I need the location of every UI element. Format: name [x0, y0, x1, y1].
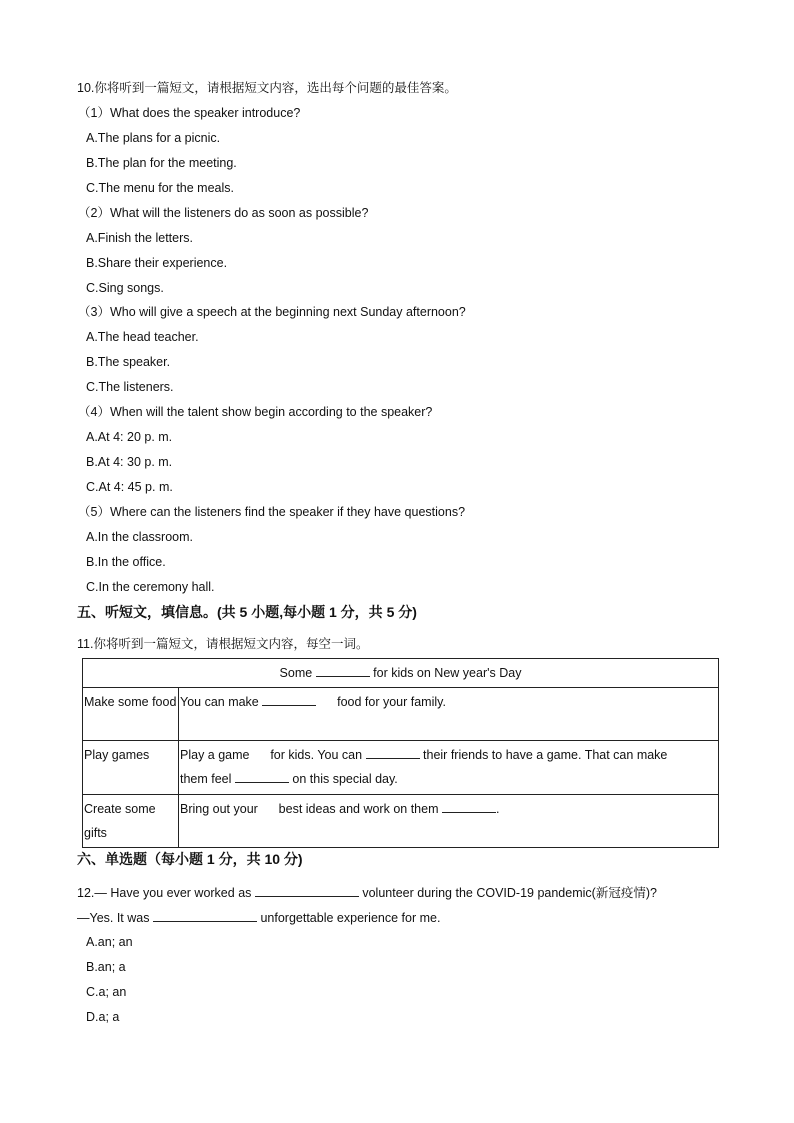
gifts-text-c: . — [495, 802, 500, 816]
q10-5-option-c[interactable]: C.In the ceremony hall. — [86, 580, 215, 594]
section-5-title: 五、听短文，填信息。(共 5 小题,每小题 1 分，共 5 分) — [77, 604, 417, 620]
q10-4-text: （4）When will the talent show begin according to the speaker? — [78, 405, 433, 419]
q10-1-text: （1）What does the speaker introduce? — [78, 106, 301, 120]
q10-3-text: （3）Who will give a speech at the beginning next Sunday afternoon? — [78, 305, 466, 319]
q11-table — [82, 658, 719, 848]
q10-5-option-b[interactable]: B.In the office. — [86, 555, 166, 569]
blank-5[interactable] — [442, 800, 496, 813]
q10-2-option-c[interactable]: C.Sing songs. — [86, 281, 164, 295]
row-content-games — [179, 741, 719, 795]
q10-4-option-a[interactable]: A.At 4: 20 p. m. — [86, 430, 173, 444]
q10-3-option-c[interactable]: C.The listeners. — [86, 380, 174, 394]
q10-4-option-b[interactable]: B.At 4: 30 p. m. — [86, 455, 173, 469]
q12-line-1-a: 12.— Have you ever worked as — [77, 886, 252, 900]
q10-5-option-a[interactable]: A.In the classroom. — [86, 530, 193, 544]
header-text-a: Some — [279, 666, 313, 680]
blank-3[interactable] — [366, 746, 420, 759]
q12-option-c[interactable]: C.a; an — [86, 985, 127, 999]
q12-line-2-b: unforgettable experience for me. — [260, 911, 441, 925]
q10-2-option-a[interactable]: A.Finish the letters. — [86, 231, 193, 245]
blank-2[interactable] — [262, 693, 316, 706]
food-text-b: food for your family. — [337, 695, 446, 709]
table-header — [83, 659, 719, 688]
header-text-b: for kids on New year's Day — [373, 666, 522, 680]
q12-line-1-b: volunteer during the COVID-19 pandemic(新冠疫情)? — [362, 886, 657, 900]
q10-4-option-c[interactable]: C.At 4: 45 p. m. — [86, 480, 173, 494]
q12-option-d[interactable]: D.a; a — [86, 1010, 120, 1024]
row-label-gifts: Create some gifts — [83, 795, 179, 848]
q12-line-2-a: —Yes. It was — [77, 911, 150, 925]
row-label-games: Play games — [83, 741, 179, 795]
gifts-text-b: best ideas and work on them — [278, 802, 439, 816]
q12-blank-2[interactable] — [153, 909, 257, 922]
row-content-food — [179, 688, 719, 741]
food-text-a: You can make — [180, 695, 259, 709]
blank-4[interactable] — [235, 770, 289, 783]
games-text-e: on this special day. — [292, 772, 398, 786]
row-label-food: Make some food — [83, 688, 179, 741]
q10-1-option-b[interactable]: B.The plan for the meeting. — [86, 156, 237, 170]
q10-1-option-c[interactable]: C.The menu for the meals. — [86, 181, 234, 195]
q10-2-option-b[interactable]: B.Share their experience. — [86, 256, 228, 270]
gifts-text-a: Bring out your — [180, 802, 258, 816]
games-text-c: their friends to have a game. That can make — [423, 748, 668, 762]
q12-blank-1[interactable] — [255, 884, 359, 897]
q12-option-b[interactable]: B.an; a — [86, 960, 126, 974]
q10-stem: 10.你将听到一篇短文，请根据短文内容，选出每个问题的最佳答案。 — [77, 81, 457, 95]
section-6-title: 六、单选题（每小题 1 分，共 10 分) — [77, 851, 303, 867]
games-text-d: them feel — [180, 772, 232, 786]
q12-option-a[interactable]: A.an; an — [86, 935, 133, 949]
q10-2-text: （2）What will the listeners do as soon as possible? — [78, 206, 369, 220]
games-text-b: for kids. You can — [270, 748, 363, 762]
q10-3-option-b[interactable]: B.The speaker. — [86, 355, 171, 369]
q11-stem: 11.你将听到一篇短文，请根据短文内容，每空一词。 — [77, 637, 369, 651]
q10-1-option-a[interactable]: A.The plans for a picnic. — [86, 131, 221, 145]
games-text-a: Play a game — [180, 748, 250, 762]
q10-5-text: （5）Where can the listeners find the speaker if they have questions? — [78, 505, 466, 519]
q10-3-option-a[interactable]: A.The head teacher. — [86, 330, 199, 344]
q12-line-2 — [77, 909, 440, 926]
q12-line-1 — [77, 884, 657, 901]
blank-1[interactable] — [316, 664, 370, 677]
row-content-gifts — [179, 795, 719, 848]
